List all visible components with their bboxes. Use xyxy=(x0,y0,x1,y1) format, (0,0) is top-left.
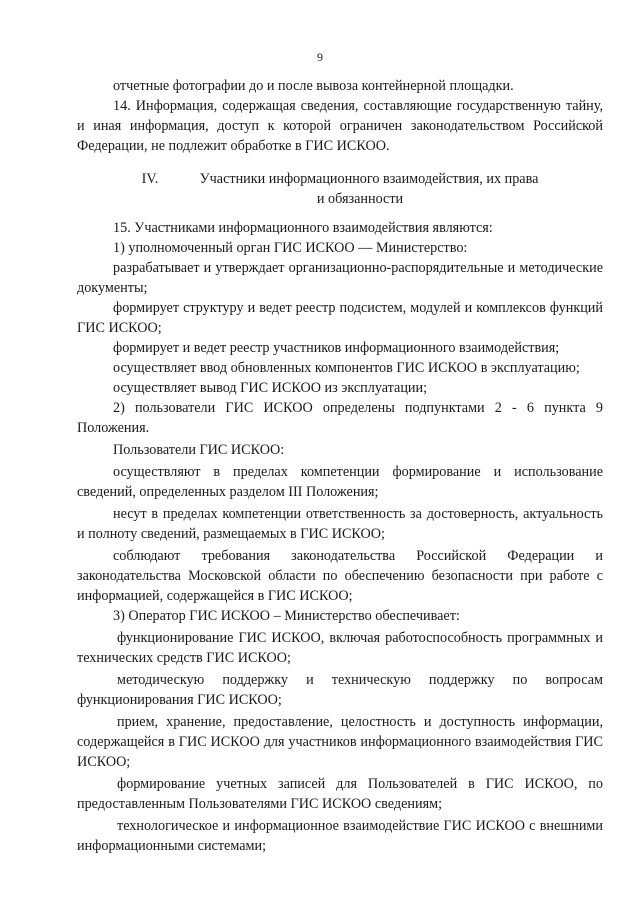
item-2-duty: несут в пределах компетенции ответственность за достоверность, актуальность и полноту сведений, размещаемых в ГИС ИСКОО; xyxy=(77,506,603,542)
section-title-line1: Участники информационного взаимодействия, их права xyxy=(199,171,539,187)
item-1-duty: формирует и ведет реестр участников информационного взаимодействия; xyxy=(113,340,560,356)
item-2-duty: соблюдают требования законодательства Российской Федерации и законодательства Московской области по обеспечению безопасности при работе с информацией, содержащейся в ГИС ИСКОО; xyxy=(77,548,603,604)
item-3-duty: технологическое и информационное взаимодействие ГИС ИСКОО с внешними информационными системами; xyxy=(77,818,603,854)
section-title-line2: и обязанности xyxy=(316,191,404,207)
item-2-duty: осуществляют в пределах компетенции формирование и использование сведений, определенных разделом III Положения; xyxy=(77,464,603,500)
section-heading xyxy=(77,169,603,209)
item-1-duty: осуществляет ввод обновленных компонентов ГИС ИСКОО в эксплуатацию; xyxy=(113,360,580,376)
page-number: 9 xyxy=(317,50,323,64)
item-3-duty: функционирование ГИС ИСКОО, включая работоспособность программных и технических средств ГИС ИСКОО; xyxy=(77,630,603,666)
item-3-heading: 3) Оператор ГИС ИСКОО – Министерство обеспечивает: xyxy=(113,608,460,624)
paragraph-15: 15. Участниками информационного взаимодействия являются: xyxy=(113,220,493,236)
item-1-duty: осуществляет вывод ГИС ИСКОО из эксплуатации; xyxy=(113,380,428,396)
section-number: IV. xyxy=(141,171,159,187)
document-body xyxy=(77,76,603,856)
item-2-intro: Пользователи ГИС ИСКОО: xyxy=(113,442,285,458)
item-3-duty: формирование учетных записей для Пользователей в ГИС ИСКОО, по предоставленным Пользователями ГИС ИСКОО сведениям; xyxy=(77,776,603,812)
item-2-heading: 2) пользователи ГИС ИСКОО определены подпунктами 2 - 6 пункта 9 Положения. xyxy=(77,400,603,436)
paragraph-14: 14. Информация, содержащая сведения, составляющие государственную тайну, и иная информация, доступ к которой ограничен законодательством Российской Федерации, не подлежит обработке в ГИС ИСКОО. xyxy=(77,98,603,154)
item-1-duty: формирует структуру и ведет реестр подсистем, модулей и комплексов функций ГИС ИСКОО; xyxy=(77,300,603,336)
item-3-duty: методическую поддержку и техническую поддержку по вопросам функционирования ГИС ИСКОО; xyxy=(77,672,603,708)
item-1-duty: разрабатывает и утверждает организационно-распорядительные и методические документы; xyxy=(77,260,603,296)
paragraph-top-1: отчетные фотографии до и после вывоза контейнерной площадки. xyxy=(113,78,514,94)
item-3-duty: прием, хранение, предоставление, целостность и доступность информации, содержащейся в ГИС ИСКОО для участников информационного взаимодействия ГИС ИСКОО; xyxy=(77,714,603,770)
item-1-heading: 1) уполномоченный орган ГИС ИСКОО — Министерство: xyxy=(113,240,468,256)
